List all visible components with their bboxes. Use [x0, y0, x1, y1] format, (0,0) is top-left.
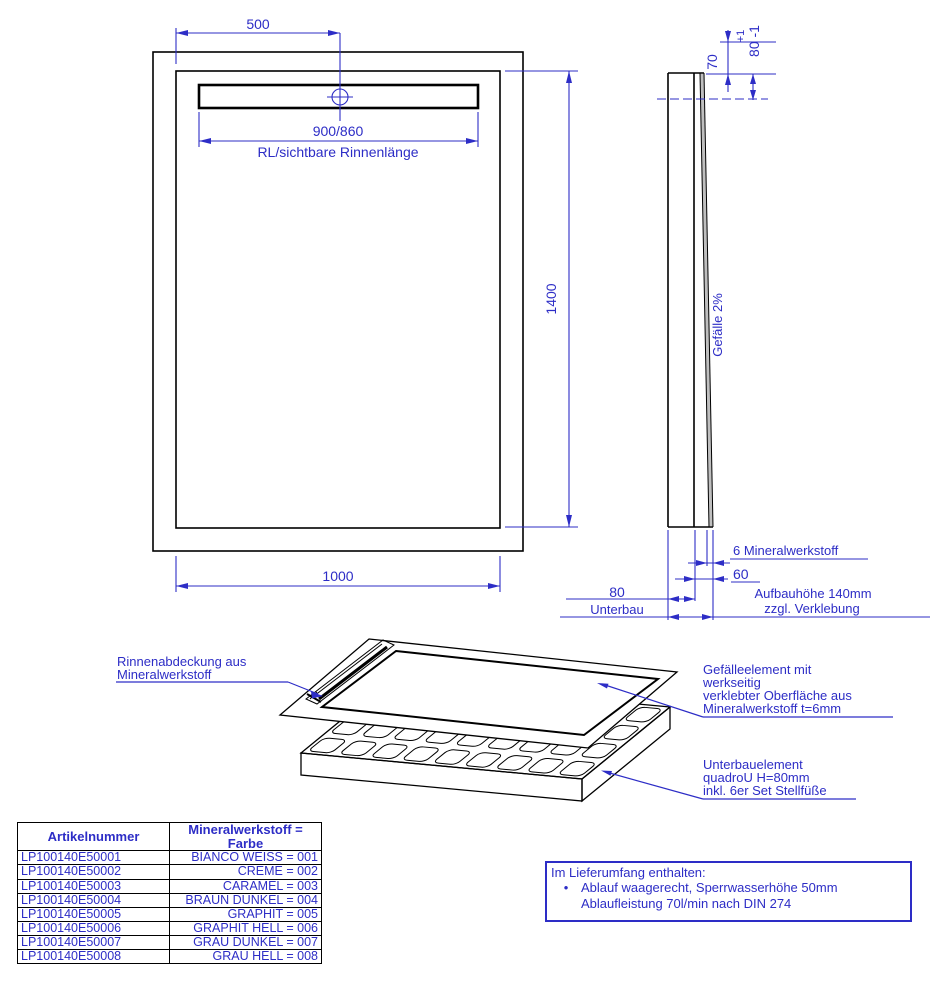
table-row	[18, 893, 322, 907]
plan-channel-label: RL/sichtbare Rinnenlänge	[257, 144, 419, 160]
article-number: LP100140E50008	[18, 950, 170, 964]
iso-cover-label-line2: Mineralwerkstoff	[117, 667, 212, 682]
article-number: LP100140E50006	[18, 921, 170, 935]
side-tol-plus: +1	[735, 29, 747, 43]
iso-slope-label-line2: werkseitig	[703, 675, 761, 690]
article-color: GRAPHIT = 005	[170, 907, 322, 921]
table-row	[18, 907, 322, 921]
article-number-table	[17, 822, 322, 964]
plan-inner-outline	[176, 71, 500, 528]
side-height-note-2: zzgl. Verklebung	[764, 601, 860, 616]
iso-base-label-line2: quadroU H=80mm	[703, 770, 810, 785]
iso-cover-label-line1: Rinnenabdeckung aus	[117, 654, 247, 669]
side-layer-label: 6 Mineralwerkstoff	[733, 543, 839, 558]
table-row	[18, 936, 322, 950]
plan-dim-channel: 900/860	[312, 123, 364, 139]
article-color: CARAMEL = 003	[170, 879, 322, 893]
table-row	[18, 950, 322, 964]
table-row	[18, 865, 322, 879]
side-unterbau-label: Unterbau	[590, 602, 644, 617]
iso-view	[116, 639, 893, 801]
iso-slope-label-line1: Gefälleelement mit	[703, 662, 812, 677]
iso-base-label-line3: inkl. 6er Set Stellfüße	[703, 783, 827, 798]
article-number: LP100140E50002	[18, 865, 170, 879]
article-number: LP100140E50003	[18, 879, 170, 893]
table-header-farbe: Mineralwerkstoff = Farbe	[170, 823, 322, 851]
article-color: CREME = 002	[170, 865, 322, 879]
article-color: BIANCO WEISS = 001	[170, 851, 322, 865]
side-dim-80-tol: 80 -1	[746, 25, 762, 57]
delivery-scope-box	[545, 861, 912, 922]
article-color: BRAUN DUNKEL = 004	[170, 893, 322, 907]
table-row	[18, 879, 322, 893]
article-color: GRAU DUNKEL = 007	[170, 936, 322, 950]
plan-dim-1400: 1400	[543, 283, 559, 315]
article-color: GRAU HELL = 008	[170, 950, 322, 964]
iso-slope-label-line4: Mineralwerkstoff t=6mm	[703, 701, 842, 716]
side-view	[668, 73, 713, 527]
delivery-item-line2: Ablaufleistung 70l/min nach DIN 274	[581, 895, 792, 911]
delivery-title: Im Lieferumfang enthalten:	[551, 865, 706, 880]
side-dim-70: 70	[704, 54, 720, 70]
plan-dim-1000: 1000	[322, 568, 354, 584]
side-dim-60: 60	[733, 566, 749, 582]
iso-slope-plate	[280, 639, 677, 748]
article-number: LP100140E50005	[18, 907, 170, 921]
bullet-icon: •	[563, 880, 569, 896]
side-dimensions	[560, 30, 930, 620]
article-number: LP100140E50004	[18, 893, 170, 907]
plan-dimensions	[176, 28, 578, 592]
plan-dim-500: 500	[246, 16, 270, 32]
article-number: LP100140E50001	[18, 851, 170, 865]
side-height-note-1: Aufbauhöhe 140mm	[754, 586, 872, 601]
side-dim-80: 80	[609, 584, 625, 600]
side-slope-label: Gefälle 2%	[710, 293, 725, 357]
plan-dimension-arrows	[176, 30, 572, 589]
delivery-item-line1: Ablauf waagerecht, Sperrwasserhöhe 50mm	[581, 880, 838, 896]
iso-slope-label-line3: verklebter Oberfläche aus	[703, 688, 852, 703]
table-header-artikelnummer: Artikelnummer	[18, 823, 170, 851]
article-color: GRAPHIT HELL = 006	[170, 921, 322, 935]
article-number: LP100140E50007	[18, 936, 170, 950]
table-row	[18, 851, 322, 865]
table-row	[18, 921, 322, 935]
iso-base-label-line1: Unterbauelement	[703, 757, 803, 772]
